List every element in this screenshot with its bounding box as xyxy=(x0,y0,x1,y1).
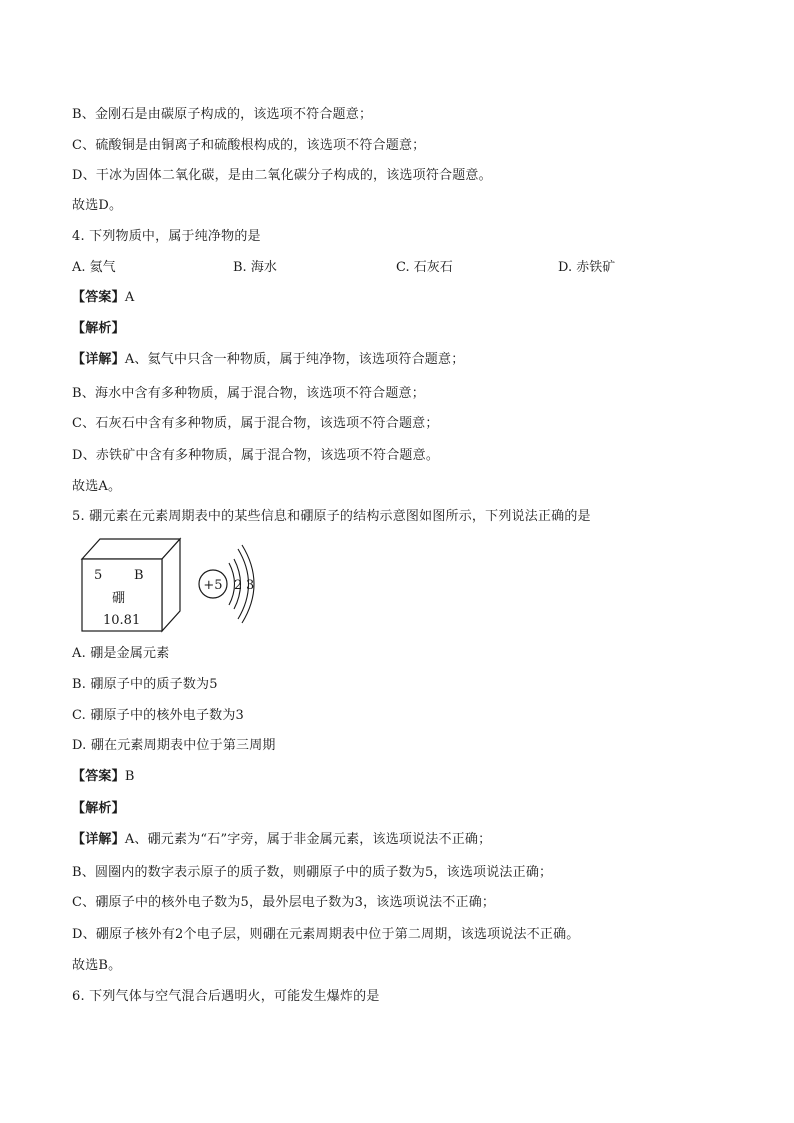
q5-conclusion: 故选B。 xyxy=(72,958,122,973)
atomic-number: 5 xyxy=(94,568,103,583)
q4-answer: A xyxy=(124,290,135,305)
q5-analysis-tag: 【解析】 xyxy=(72,801,125,816)
element-symbol: B xyxy=(134,568,144,583)
nucleus-charge: +5 xyxy=(203,578,223,593)
detail-tag: 【详解】 xyxy=(72,352,125,367)
q5-option-a: A. 硼是金属元素 xyxy=(72,646,170,661)
q4-option-b: B. 海水 xyxy=(233,260,277,275)
q3-conclusion: 故选D。 xyxy=(72,198,123,213)
q4-detail-d: D、赤铁矿中含有多种物质，属于混合物，该选项不符合题意。 xyxy=(72,448,440,463)
element-name: 硼 xyxy=(112,591,126,606)
q4-option-a: A. 氦气 xyxy=(72,260,116,275)
detail-tag: 【详解】 xyxy=(72,832,125,847)
shell-1-electrons: 2 xyxy=(234,578,243,593)
shell-2-electrons: 3 xyxy=(246,578,255,593)
q5-option-d: D. 硼在元素周期表中位于第三周期 xyxy=(72,738,276,753)
q3-option-b-explanation: B、金刚石是由碳原子构成的，该选项不符合题意； xyxy=(72,107,373,122)
q4-detail-a xyxy=(72,351,464,369)
answer-tag: 【答案】 xyxy=(72,769,125,784)
atomic-mass: 10.81 xyxy=(103,613,141,628)
q3-option-d-explanation: D、干冰为固体二氧化碳，是由二氧化碳分子构成的，该选项符合题意。 xyxy=(72,168,492,183)
q6-stem: 6. 下列气体与空气混合后遇明火，可能发生爆炸的是 xyxy=(72,989,380,1004)
q4-conclusion: 故选A。 xyxy=(72,479,122,494)
q4-option-d: D. 赤铁矿 xyxy=(558,260,616,275)
answer-tag: 【答案】 xyxy=(72,290,125,305)
atomic-structure-diagram xyxy=(199,545,254,623)
q4-detail-b: B、海水中含有多种物质，属于混合物，该选项不符合题意； xyxy=(72,386,425,401)
q5-answer-line xyxy=(72,768,135,786)
q3-option-c-explanation: C、硫酸铜是由铜离子和硫酸根构成的，该选项不符合题意； xyxy=(72,138,426,153)
q4-detail-c: C、石灰石中含有多种物质，属于混合物，该选项不符合题意； xyxy=(72,416,439,431)
boron-figure xyxy=(76,535,276,635)
q5-stem: 5. 硼元素在元素周期表中的某些信息和硼原子的结构示意图如图所示，下列说法正确的是 xyxy=(72,509,591,524)
q4-detail-a-text: A、氦气中只含一种物质，属于纯净物，该选项符合题意； xyxy=(124,352,465,367)
q5-detail-a-text: A、硼元素为“石”字旁，属于非金属元素，该选项说法不正确； xyxy=(124,832,492,847)
q4-answer-line xyxy=(72,289,134,307)
q4-stem: 4. 下列物质中，属于纯净物的是 xyxy=(72,229,261,244)
q5-answer: B xyxy=(124,769,135,784)
q5-detail-d: D、硼原子核外有2个电子层，则硼在元素周期表中位于第二周期，该选项说法不正确。 xyxy=(72,927,580,942)
q5-detail-b: B、圆圈内的数字表示原子的质子数，则硼原子中的质子数为5，该选项说法正确； xyxy=(72,865,553,880)
q4-analysis-tag: 【解析】 xyxy=(72,321,125,336)
q5-detail-a xyxy=(72,831,491,849)
q5-option-b: B. 硼原子中的质子数为5 xyxy=(72,677,218,692)
element-cube xyxy=(82,539,180,631)
q5-option-c: C. 硼原子中的核外电子数为3 xyxy=(72,708,245,723)
q4-option-c: C. 石灰石 xyxy=(396,260,453,275)
q5-detail-c: C、硼原子中的核外电子数为5，最外层电子数为3，该选项说法不正确； xyxy=(72,895,496,910)
